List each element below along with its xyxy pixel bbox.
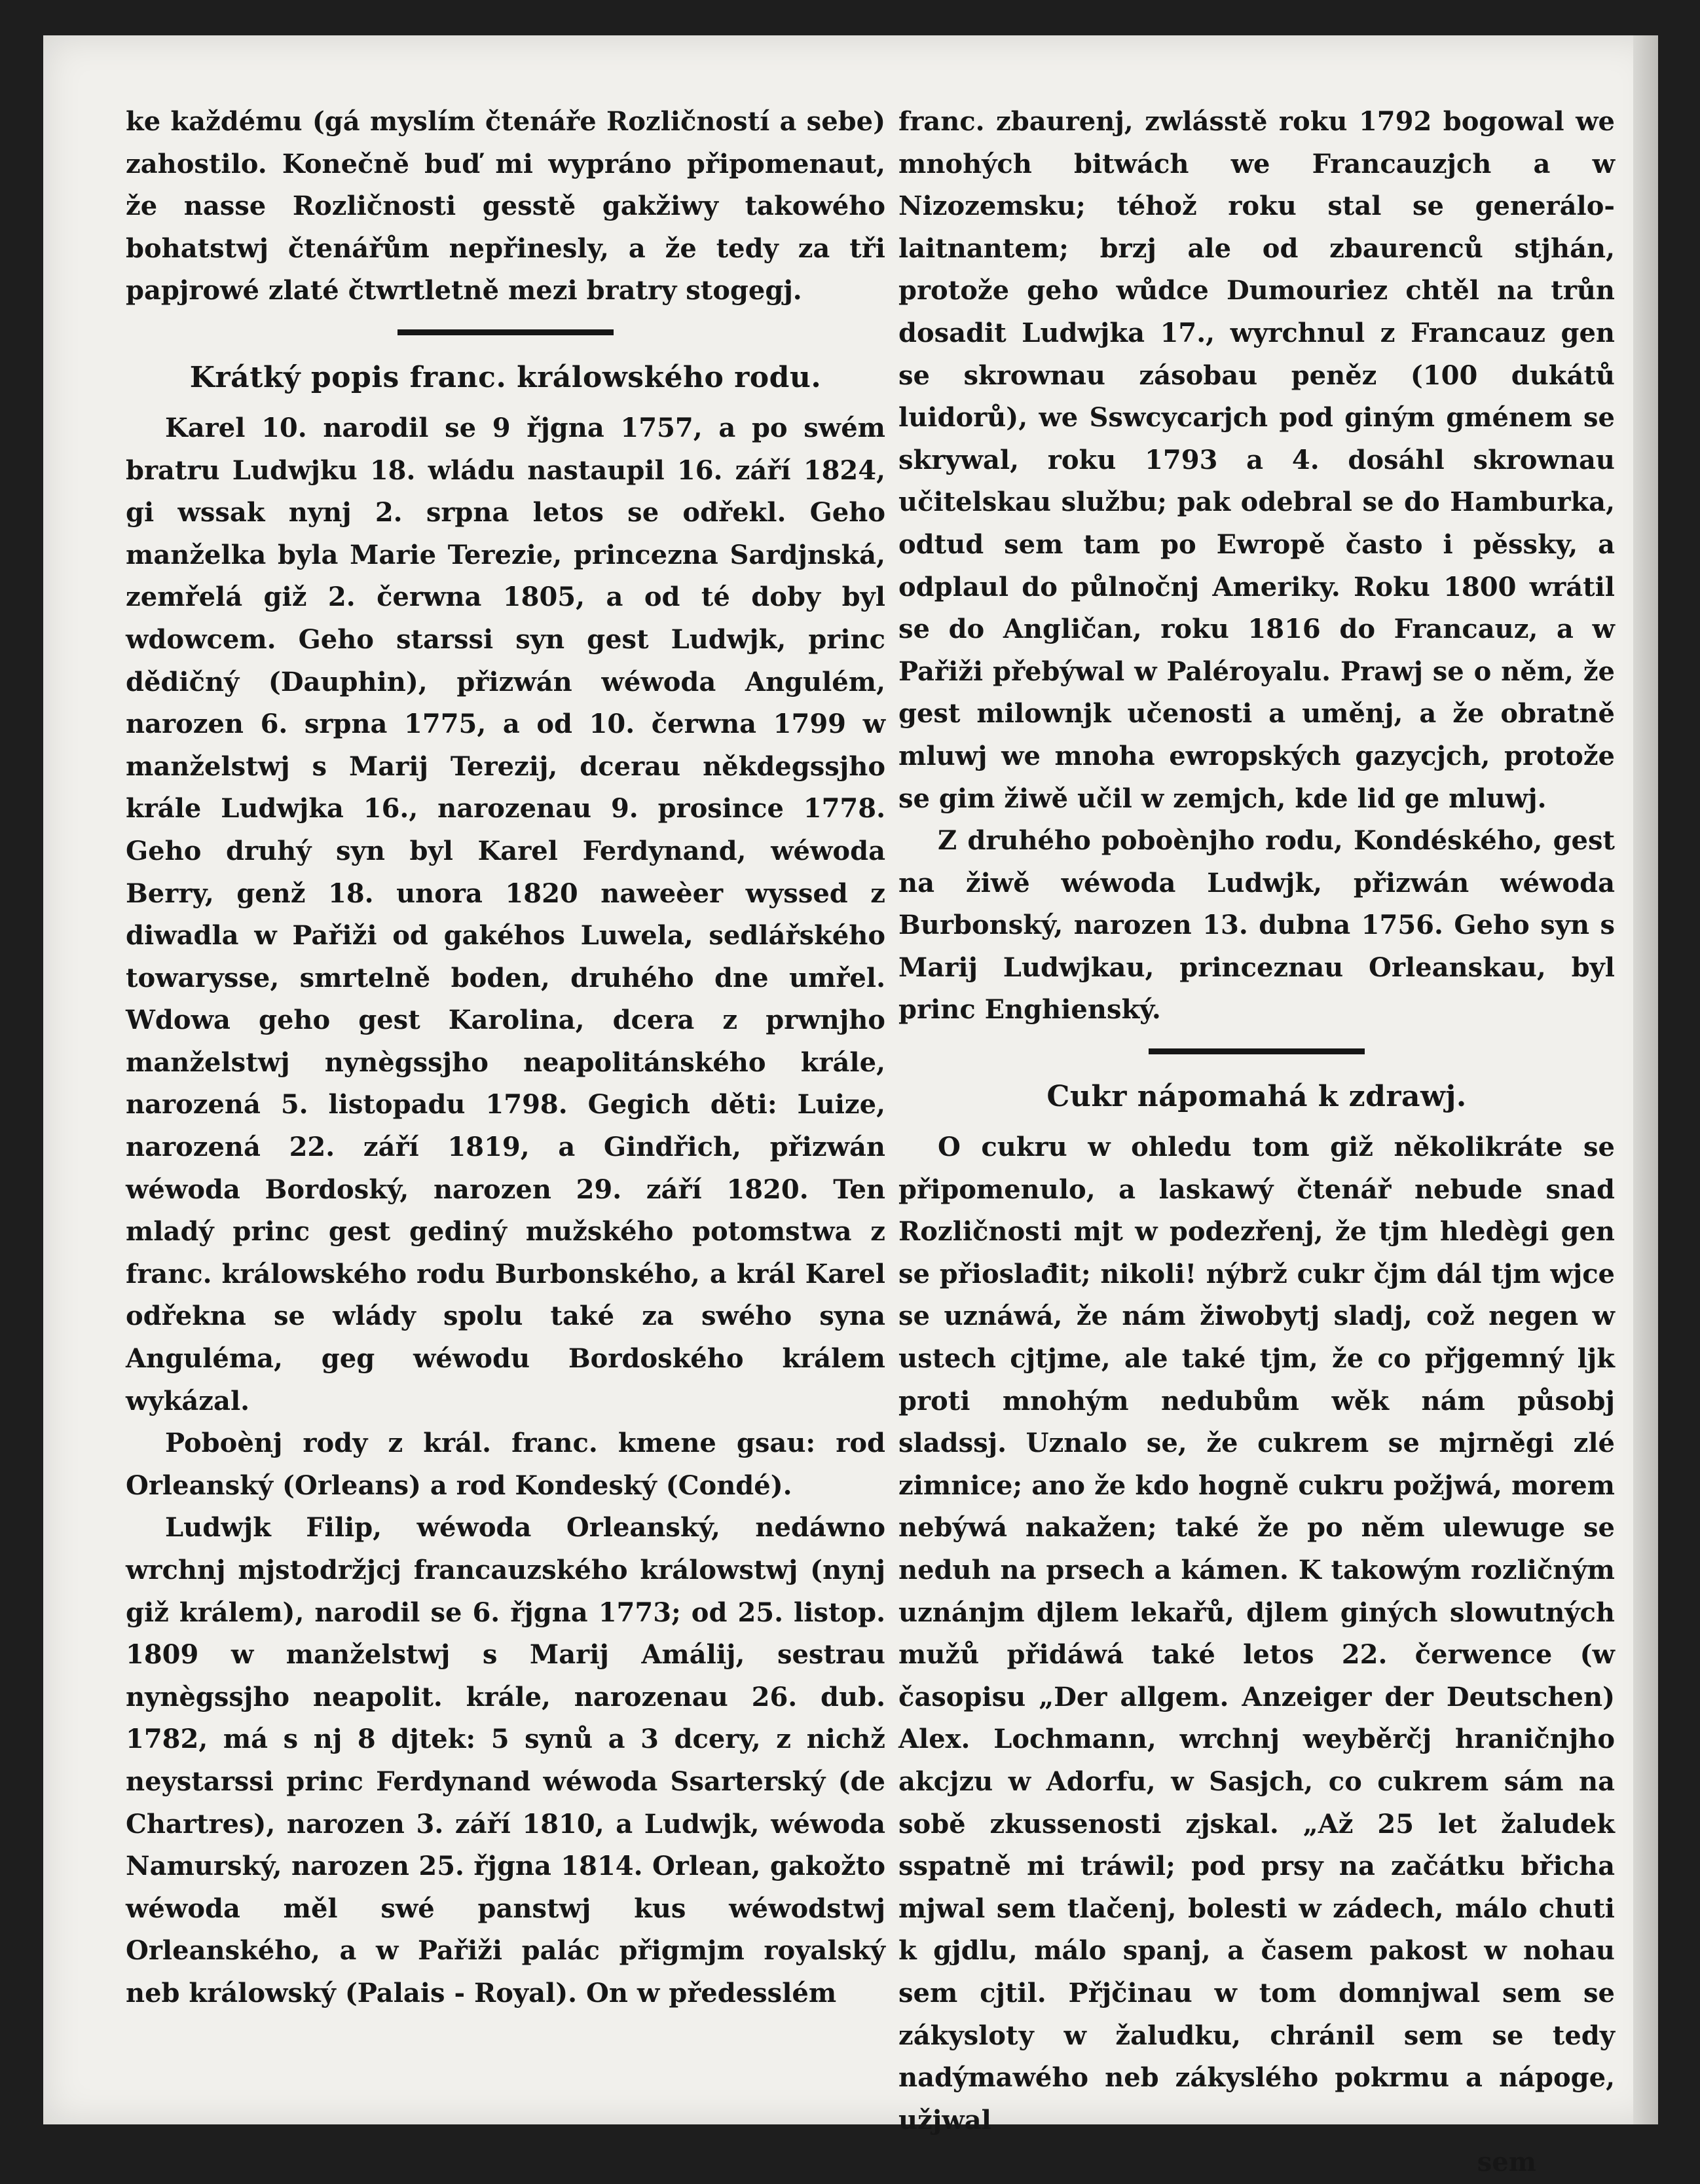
paragraph-side-lines: Poboènj rody z král. franc. kmene gsau: rod Orleanský (Orleans) a rod Kondeský (Condé). — [126, 1428, 885, 1501]
paragraph-ludwik-filip: Ludwjk Filip, wéwoda Orleanský, nedáwno wrchnj mjstodržjcj francauzského králowstwj (nynj giž králem), narodil se 6. řjgna 1773; od 25. listop. 1809 w manželstwj s Marij Amálij, sestrau nynègssjho neapolit. krále, narozenau 26. dub. 1782, má s nj 8 djtek: 5 synů a 3 dcery, z nichž neystarssi princ Ferdynand wéwoda Ssarterský (de Chartres), narozen 3. září 1810, a Ludwjk, wéwoda Namurský, narozen 25. řjgna 1814. Orlean, gakožto wéwoda měl swé panstwj kus wéwodstwj Orleanského, a w Pařiži palác přigmjm royalský neb králowský (Palais - Royal). On w předesslém — [126, 1512, 885, 2008]
intro-paragraph: ke každému (gá myslím čtenáře Rozličností a sebe) zahostilo. Konečně buď mi wypráno připomenaut, že nasse Rozličnosti gesstě gakžiwy takowého bohatstwj čtenářům nepřinesly, a že tedy za tři papjrowé zlaté čtwrtletně mezi bratry stogegj. — [126, 106, 885, 306]
paragraph-continuation: franc. zbaurenj, zwlásstě roku 1792 bogowal we mnohých bitwách we Francauzjch a w Nizozemsku; téhož roku stal se generálo-laitnantem; brzj ale od zbaurenců stjhán, protože geho wůdce Dumouriez chtěl na trůn dosadit Ludwjka 17., wyrchnul z Francauz gen se skrownau zásobau peněz (100 dukátů luidorů), we Sswcycarjch pod giným gménem se skrywal, roku 1793 a 4. dosáhl skrownau učitelskau službu; pak odebral se do Hamburka, odtud sem tam po Ewropě často i pěssky, a odplaul do půlnočnj Ameriky. Roku 1800 wrátil se do Angličan, roku 1816 do Francauz, a w Pařiži přebýwal w Paléroyalu. Prawj se o něm, že gest milownjk učenosti a uměnj, a že obratně mluwj we mnoha ewropských gazycjch, protože se gim žiwě učil w zemjch, kde lid ge mluwj. — [898, 106, 1615, 814]
page-edge — [1633, 35, 1658, 2124]
catchword: sem — [1477, 2147, 1536, 2178]
paragraph-karel: Karel 10. narodil se 9 řjgna 1757, a po swém bratru Ludwjku 18. wládu nastaupil 16. září 1824, gi wssak nynj 2. srpna letos se odřekl. Geho manželka byla Marie Terezie, princezna Sardjnská, zemřelá giž 2. čerwna 1805, a od té doby byl wdowcem. Geho starssi syn gest Ludwjk, princ dědičný (Dauphin), přizwán wéwoda Angulém, narozen 6. srpna 1775, a od 10. čerwna 1799 w manželstwj s Marij Terezij, dcerau někdegssjho krále Ludwjka 16., narozenau 9. prosince 1778. Geho druhý syn byl Karel Ferdynand, wéwoda Berry, genž 18. unora 1820 naweèer wyssed z diwadla w Pařiži od gakéhos Luwela, sedlářského towaryssе, smrtelně boden, druhého dne umřel. Wdowa geho gest Karolina, dcera z prwnjho manželstwj nynègssjho neapolitánského krále, narozená 5. listopadu 1798. Gegich děti: Luize, narozená 22. září 1819, a Gindřich, přizwán wéwoda Bordoský, narozen 29. září 1820. Ten mladý princ gest gediný mužského potomstwa z franc. králowského rodu Burbonského, a král Karel odřekna se wlády spolu také za swého syna Angulémа, geg wéwodu Bordoského králem wykázal. — [126, 412, 885, 1416]
left-column — [126, 101, 885, 2015]
right-column — [898, 101, 1615, 2184]
section-divider — [397, 329, 614, 335]
section-heading-royal-family: Krátký popis franc. králowského rodu. — [189, 360, 822, 394]
section-divider — [1149, 1048, 1365, 1054]
paragraph-conde: Z druhého poboènjho rodu, Kondéského, gest na žiwě wéwoda Ludwjk, přizwán wéwoda Burbonský, narozen 13. dubna 1756. Geho syn s Marij Ludwjkau, princeznau Orleanskau, byl princ Enghienský. — [898, 825, 1615, 1026]
page — [43, 35, 1658, 2178]
paragraph-sugar: O cukru w ohledu tom giž několikráte se připomenulo, a laskawý čtenář nebude snad Rozličnosti mjt w podezřenj, že tjm hledègi gen se přioslađit; nikoli! nýbrž cukr čjm dál tjm wjce se uznáwá, že nám žiwobytj sladj, což negen w ustech cjtjme, ale také tjm, že co přjgemný ljk proti mnohým nedubům wěk nám působj sladssj. Uznalo se, že cukrem se mjrněgi zlé zimnice; ano že kdo hogně cukru požjwá, morem nebýwá nakažen; také že po něm ulewuge se neduh na prsech a kámen. K takowým rozličným uznánjm djlem lekařů, djlem giných slowutných mužů přidáwá také letos 22. čerwence (w časopisu „Der allgem. Anzeiger der Deutschen) Alex. Lochmann, wrchnj weyběrčj hraničnjho akcjzu w Adorfu, w Sasjch, co cukrem sám na sobě zkussenosti zjskal. „Až 25 let žaludek sspatně mi tráwil; pod prsy na začátku břicha mjwal sem tlačenj, bolesti w zádech, málo chuti k gjdlu, málo spanj, a časem pakost w nohau sem cjtil. Přjčinau w tom domnjwal sem se zákyslotу w žaludku, chránil sem se tedy nadýmawého neb zákyslého pokrmu a nápoge, užjwal — [898, 1132, 1615, 2136]
section-heading-sugar: Cukr nápomahá k zdrawj. — [1046, 1080, 1467, 1114]
